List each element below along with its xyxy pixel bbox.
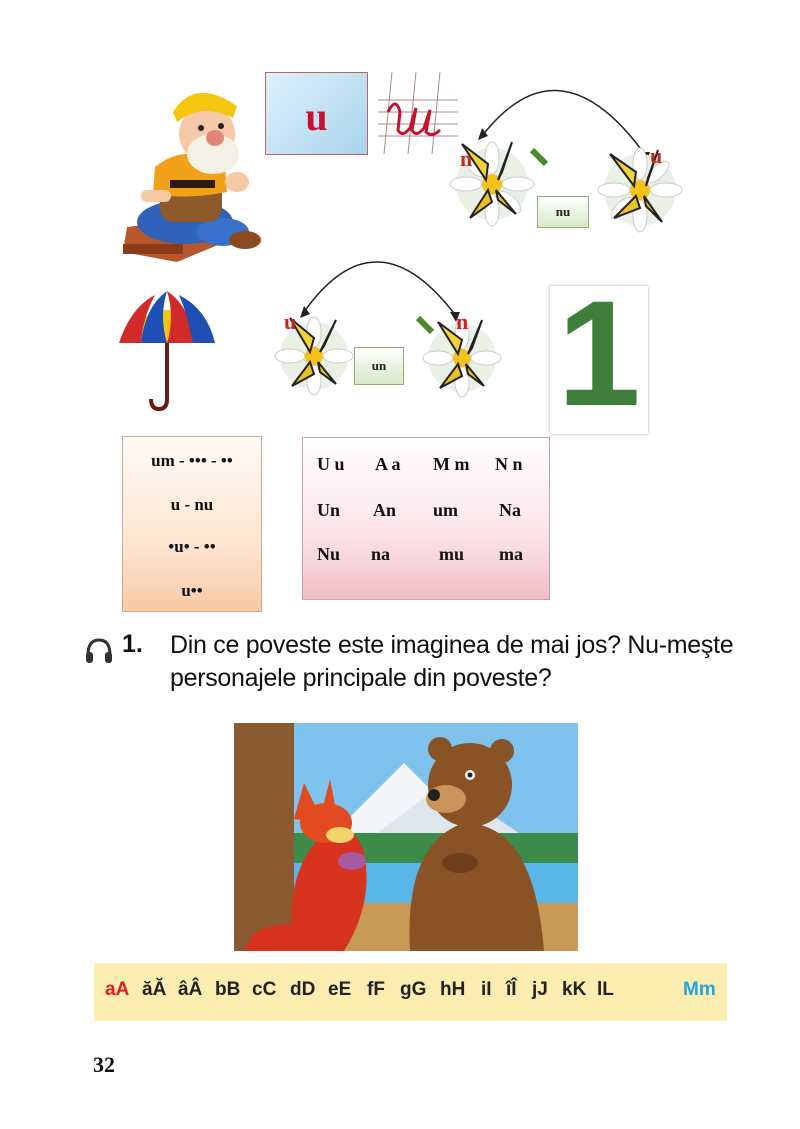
exercise-question: Din ce poveste este imaginea de mai jos? Nu-meşte personajele principale din poveste? <box>170 631 734 692</box>
table-cell: na <box>371 544 391 564</box>
butterfly-letter-n-middle: n <box>456 309 469 334</box>
syllable-chip-un-text: un <box>371 358 387 373</box>
table-cell: mu <box>439 544 465 564</box>
alphabet-letter: Mm <box>683 979 716 1000</box>
umbrella-illustration <box>115 287 219 413</box>
alphabet-letter: ăĂ <box>142 979 167 1000</box>
table-cell: um <box>433 500 459 520</box>
syllable-row: •u• - •• <box>168 537 216 556</box>
alphabet-letter: gG <box>400 979 427 1000</box>
butterfly-letter-u-middle: u <box>284 309 297 334</box>
page-number: 32 <box>93 1052 115 1077</box>
fox-and-bear-illustration <box>234 723 578 951</box>
alphabet-letter: bB <box>215 979 241 1000</box>
butterfly-letter-n-top: n <box>460 146 473 171</box>
syllable-row: u - nu <box>170 495 214 514</box>
exercise-number: 1. <box>122 630 143 658</box>
letter-card <box>265 72 368 155</box>
alphabet-letter: aA <box>105 979 130 1000</box>
headphones-icon <box>84 637 114 665</box>
alphabet-strip <box>94 963 727 1021</box>
alphabet-letter: iI <box>481 979 492 1000</box>
syllable-row: um - ••• - •• <box>151 451 233 470</box>
alphabet-letter: eE <box>328 979 352 1000</box>
alphabet-letter: fF <box>367 979 385 1000</box>
alphabet-letter: jJ <box>532 979 548 1000</box>
table-cell: Nu <box>317 544 341 564</box>
alphabet-letter: dD <box>290 979 316 1000</box>
letter-card-text: u <box>305 94 328 139</box>
syllable-chip-nu-text: nu <box>555 204 571 219</box>
numeral-card <box>550 269 648 437</box>
butterfly-letter-u-top: u <box>650 143 663 168</box>
table-cell: N n <box>495 454 523 474</box>
alphabet-letter: âÂ <box>178 979 203 1000</box>
syllable-row: u•• <box>181 581 203 600</box>
alphabet-letter: hH <box>440 979 466 1000</box>
table-cell: M m <box>433 454 470 474</box>
alphabet-letter: kK <box>562 979 587 1000</box>
syllable-box-left <box>122 436 262 612</box>
alphabet-letter: îÎ <box>506 979 517 1000</box>
table-cell: ma <box>499 544 523 564</box>
table-cell: Na <box>499 500 521 520</box>
syllable-chip-nu <box>537 196 589 228</box>
dwarf-illustration <box>115 72 265 268</box>
table-cell: A a <box>375 454 401 474</box>
alphabet-letter: cC <box>252 979 277 1000</box>
alphabet-letter: lL <box>597 979 614 1000</box>
table-cell: Un <box>317 500 341 520</box>
syllable-chip-un <box>354 347 404 385</box>
butterfly-arc-middle <box>266 250 506 410</box>
syllable-box-right <box>302 437 550 600</box>
numeral-text: 1 <box>557 269 641 437</box>
table-cell: An <box>373 500 397 520</box>
table-cell: U u <box>317 454 345 474</box>
